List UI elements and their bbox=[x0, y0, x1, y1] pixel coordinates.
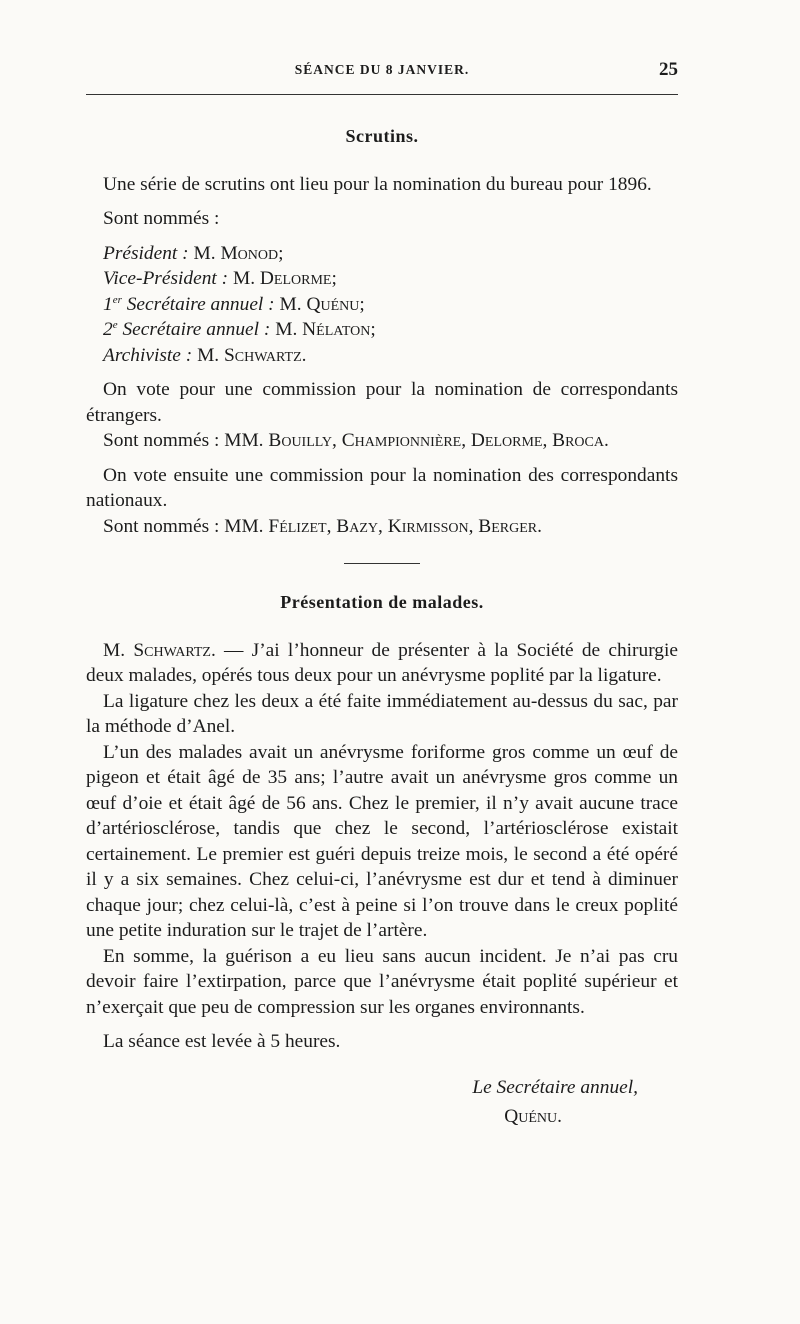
bureau-entry bbox=[86, 241, 678, 267]
bureau-end: ; bbox=[278, 242, 284, 264]
bureau-role-num: 2 bbox=[103, 319, 113, 340]
signature-title: Le Secrétaire annuel, bbox=[472, 1076, 638, 1098]
page-number: 25 bbox=[659, 59, 678, 80]
signature-block bbox=[86, 1075, 678, 1130]
bureau-name: Schwartz bbox=[224, 344, 302, 366]
bureau-role-sup: er bbox=[112, 293, 122, 306]
header-rule bbox=[86, 94, 678, 95]
bureau-prefix: M. bbox=[193, 242, 216, 264]
bureau-role-num: 1 bbox=[103, 293, 113, 315]
speaker-name: M. Schwartz. bbox=[103, 639, 216, 661]
bureau-role: Secrétaire annuel : bbox=[126, 293, 275, 315]
presentation-p1-text: — J’ai l’honneur de présenter à la Société de chirurgie deux malades, opérés tous deux pour un anévrysme poplité par la ligature. bbox=[86, 639, 679, 686]
bureau-entry bbox=[86, 292, 678, 318]
presentation-paragraph-4: En somme, la guérison a eu lieu sans aucun incident. Je n’ai pas cru devoir faire l’extirpation, parce que l’anévrysme était poplité supérieur et n’exerçait que peu de compression sur les organes environnants. bbox=[86, 945, 678, 1018]
bureau-end: . bbox=[301, 344, 307, 366]
section-title-presentation: Présentation de malades. bbox=[280, 592, 484, 612]
bureau-list bbox=[86, 241, 678, 369]
bureau-role: Archiviste : bbox=[103, 344, 193, 366]
page-content bbox=[86, 124, 678, 1130]
bureau-name: Quénu bbox=[306, 293, 360, 315]
bureau-name: Monod bbox=[220, 242, 279, 264]
vote-etrangers: On vote pour une commission pour la nomination de correspondants étrangers. bbox=[86, 379, 678, 426]
presentation-paragraph-2: La ligature chez les deux a été faite immédiatement au-dessus du sac, par la méthode d’Anel. bbox=[86, 690, 678, 737]
running-head-title: SÉANCE DU 8 JANVIER. bbox=[294, 62, 470, 77]
bureau-name: Delorme bbox=[259, 268, 332, 289]
bureau-prefix: M. bbox=[279, 293, 302, 315]
bureau-role: Secrétaire annuel : bbox=[122, 319, 271, 340]
closing-line: La séance est levée à 5 heures. bbox=[103, 1031, 341, 1052]
bureau-end: ; bbox=[359, 293, 365, 315]
section-title-scrutins: Scrutins. bbox=[345, 126, 419, 146]
nommes-etrangers-names: Bouilly, Championnière, Delorme, Broca bbox=[268, 430, 604, 451]
bureau-prefix: M. bbox=[275, 319, 298, 340]
bureau-role-sup: e bbox=[112, 319, 118, 331]
nommes-nationaux-names: Félizet, Bazy, Kirmisson, Berger bbox=[268, 515, 538, 537]
bureau-prefix: M. bbox=[197, 344, 220, 366]
scrutins-intro: Une série de scrutins ont lieu pour la nomination du bureau pour 1896. bbox=[103, 173, 652, 195]
bureau-role: Vice-Président : bbox=[103, 268, 229, 289]
presentation-paragraph-3: L’un des malades avait un anévrysme foriforme gros comme un œuf de pigeon et était âgé de 35 ans; l’autre avait un anévrysme gros comme un œuf d’oie et était âgé de 56 ans. Chez le premier, il n’y avait aucune trace d’artériosclérose, tandis que chez le second, l’artériosclérose existait certainement. Le premier est guéri depuis treize mois, le second a été opéré il y a six semaines. Chez celui-ci, l’anévrysme est dur et tend à diminuer chaque jour; chez celui-là, c’est à peine si l’on trouve dans le creux poplité une petite induration sur le trajet de l’artère. bbox=[86, 741, 678, 941]
nommes-nationaux: Sont nommés : MM. Félizet, Bazy, Kirmisson, Berger. bbox=[103, 515, 542, 537]
vote-nationaux: On vote ensuite une commission pour la nomination des correspondants nationaux. bbox=[86, 464, 678, 511]
bureau-end: ; bbox=[370, 319, 376, 340]
sont-nommes-label: Sont nommés : bbox=[103, 208, 220, 229]
section-divider bbox=[344, 563, 420, 564]
signature-name: Quénu. bbox=[504, 1106, 562, 1127]
nommes-etrangers-prefix: Sont nommés : MM. bbox=[103, 430, 264, 451]
nommes-etrangers: Sont nommés : MM. Bouilly, Championnière, Delorme, Broca. bbox=[103, 430, 609, 451]
bureau-role: Président : bbox=[103, 242, 189, 264]
nommes-nationaux-prefix: Sont nommés : MM. bbox=[103, 515, 264, 537]
bureau-entry bbox=[86, 317, 678, 343]
bureau-prefix: M. bbox=[232, 268, 256, 289]
running-head bbox=[86, 58, 678, 86]
bureau-end: ; bbox=[331, 268, 337, 289]
bureau-name: Nélaton bbox=[302, 319, 371, 340]
presentation-paragraph-1 bbox=[86, 638, 678, 689]
bureau-entry bbox=[86, 266, 678, 292]
bureau-entry bbox=[86, 343, 678, 369]
